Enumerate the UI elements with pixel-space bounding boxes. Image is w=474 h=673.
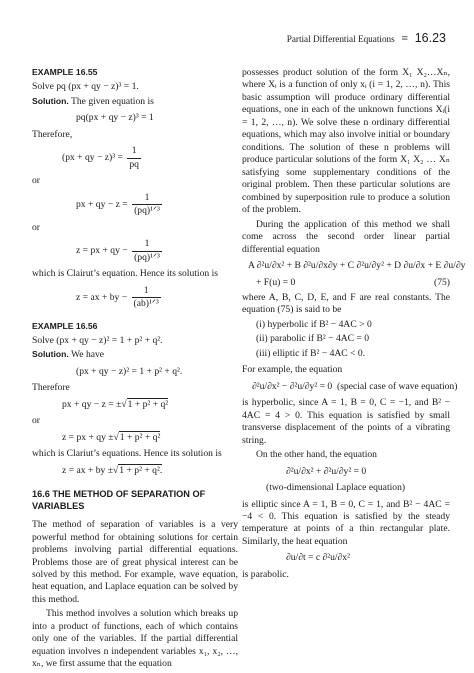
body-paragraph: The method of separation of variables is a very powerful method for obtaining solutions for certain problems involving partial differential equations. Problems those are of great physical interest can be solved by this method. For example, wave equation, heat equation, and Laplace equation can be solved by this method. <box>32 519 238 605</box>
problem-statement: Solve (px + qy − z)² = 1 + p² + q². <box>32 334 163 346</box>
problem-statement: Solve pq (px + qy − z)³ = 1. <box>32 81 139 93</box>
header-separator: ≡ <box>401 31 409 45</box>
body-paragraph: This method involves a solution which breaks up into a product of functions, each of which contains only one of the variables. If the partial differential equation involves n independent variables x₁, x₂, …, xₙ, we first assume that the equation <box>32 608 238 670</box>
left-column: EXAMPLE 16.55 Solve pq (px + qy − z)³ = 1. Solution. The given equation is pq(px + qy − z)³ = 1 Therefore, (px + qy − z)³ = $\frac{1}{pq}$ or px + qy − z = $\frac{1}{\text{(pq)¹ᐟ³}}$ or z = px + qy − $\frac{1}{\text{(pq)¹ᐟ³}}$ which is Clairut’s equation. Hence its solution is z = ax + by − $\frac{1}{\text{(ab)¹ᐟ³}}$ EXAMPLE 16.56 Solve (px + qy − z)² = 1 + p² + q². Solution. We have (px + qy − z)² = 1 + p² + q². Therefore px + qy − z = ±√1 + p² + q² or z = px + qy ±√1 + p² + q² which is Clariut’s equations. Hence its solution is z = ax + by ±√1 + p² + q². 16.6 THE METHOD OF SEPARATION OF VARIABLES The method of separation of variables is a very powerful method for obtaining solutions for certain problems involving partial differential equations. Problems those are of great physical interest can be solved by this method. For example, wave equation, heat equation, and Laplace equation can be solved by this method. This method involves a solution which breaks up into a product of functions, each of which contains only one of the variables. If the partial differential equation involves n independent variables x₁, x₂, …, xₙ, we first assume that the equation <box>32 67 238 670</box>
right-column <box>242 67 466 583</box>
section-heading: 16.6 THE METHOD OF SEPARATION OF VARIABLES <box>32 489 206 512</box>
list-item: (i) hyperbolic if B² − 4AC > 0 <box>256 318 372 330</box>
equation: (px + qy − z)³ = $\frac{1}{pq}$ <box>62 145 139 170</box>
body-paragraph: On the other hand, the equation <box>256 449 377 461</box>
equation: z = ax + by − $\frac{1}{\text{(ab)¹ᐟ³}}$ <box>76 284 159 310</box>
list-item: (iii) elliptic if B² − 4AC < 0. <box>256 347 366 359</box>
running-header <box>287 30 446 47</box>
example-label: EXAMPLE 16.56 <box>32 320 98 331</box>
equation: px + qy − z = ±√1 + p² + q² <box>62 398 169 410</box>
equation: px + qy − z = $\frac{1}{\text{(pq)¹ᐟ³}}$ <box>76 191 160 217</box>
equation: z = px + qy − $\frac{1}{\text{(pq)¹ᐟ³}}$ <box>76 238 160 263</box>
body-paragraph: possesses product solution of the form X₁ X₂…Xₙ, where Xᵢ is a function of only xᵢ (i = 1, 2, …, n). This basic assumption will produce ordinary differential equations, one in each of the unknown functions Xᵢ(i = 1, 2, …, n). We solve these n ordinary differential equations, which may also involve initial or boundary conditions. The solution of these n problems will produce particular solutions of the form X₁ X₂ … Xₙ satisfying some supplementary conditions of the original problem. Then these particular solutions are combined by superposition rule to produce a solution of the problem. <box>242 67 450 216</box>
example-label: EXAMPLE 16.55 <box>32 67 98 77</box>
body-paragraph: is parabolic. <box>242 568 289 580</box>
body-paragraph: For example, the equation <box>242 364 343 376</box>
body-paragraph: is hyperbolic, since A = 1, B = 0, C = −1, and B² − 4AC = 4 > 0. This equation is satisfied by small transverse displacement of the points of a vibrating string. <box>242 397 450 446</box>
laplace-equation: ∂²u/∂x² + ∂²u/∂y² = 0 <box>286 465 367 477</box>
equation: z = px + qy ±√1 + p² + q² <box>62 431 161 443</box>
equation-number: (75) <box>434 276 450 288</box>
solution-label: Solution. <box>32 349 69 360</box>
equation: (px + qy − z)² = 1 + p² + q². <box>76 365 183 377</box>
wave-equation: ∂²u/∂x² − ∂²u/∂y² = 0 (special case of wave equation) <box>252 380 458 392</box>
page-number: 16.23 <box>414 31 446 45</box>
equation-75-cont: + F(u) = 0 (75) <box>256 276 450 288</box>
solution-label: Solution. <box>32 95 69 106</box>
body-paragraph: is elliptic since A = 1, B = 0, C = 1, and B² − 4AC = −4 < 0. This equation is satisfied by the steady temperature at points of a thin rectangular plate. Similarly, the heat equation <box>242 498 450 547</box>
equation-note: (two-dimensional Laplace equation) <box>266 482 406 494</box>
equation-75: A ∂²u/∂x² + B ∂²u/∂x∂y + C ∂²u/∂y² + D ∂u/∂x + E ∂u/∂y <box>248 260 466 272</box>
classification-list <box>256 319 450 360</box>
list-item: (ii) parabolic if B² − 4AC = 0 <box>256 333 370 345</box>
equation: pq(px + qy − z)³ = 1 <box>76 112 154 124</box>
heat-equation: ∂u/∂t = c ∂²u/∂x² <box>286 552 350 564</box>
body-paragraph: During the application of this method we shall come across the second order linear partial differential equation <box>242 218 450 255</box>
equation: z = ax + by ±√1 + p² + q². <box>62 464 163 476</box>
body-paragraph: where A, B, C, D, E, and F are real constants. The equation (75) is said to be <box>242 291 450 316</box>
running-title: Partial Differential Equations <box>286 34 395 44</box>
